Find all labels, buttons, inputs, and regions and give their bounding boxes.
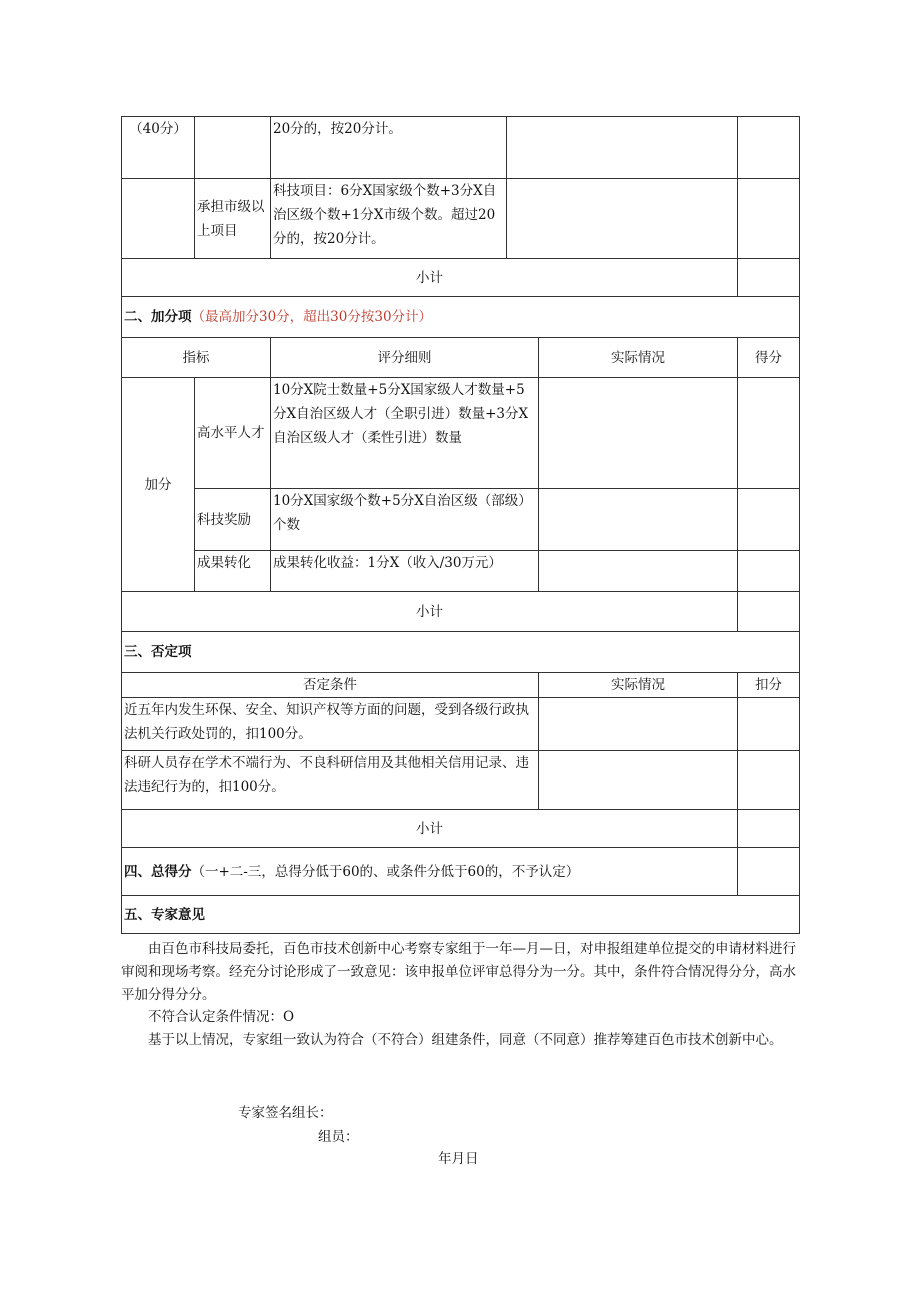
section5-title: 五、专家意见	[122, 896, 800, 934]
actual-input-cell[interactable]	[539, 489, 738, 551]
subtotal-label: 小计	[122, 259, 738, 297]
section2-title: 二、加分项	[124, 309, 192, 325]
header-actual: 实际情况	[539, 338, 738, 378]
score-input-cell[interactable]	[738, 117, 800, 179]
section4-row	[122, 848, 738, 896]
signature-member: 组员：	[318, 1129, 359, 1145]
header-negative-condition: 否定条件	[122, 673, 539, 698]
rule-detail: 20分的，按20分计。	[271, 117, 507, 179]
header-actual: 实际情况	[539, 673, 738, 698]
actual-input-cell[interactable]	[507, 117, 738, 179]
header-deduction: 扣分	[738, 673, 800, 698]
section2-note: （最高加分30分，超出30分按30分计）	[191, 309, 433, 325]
section2-table	[121, 296, 800, 632]
section3-title: 三、否定项	[122, 632, 800, 673]
header-score: 得分	[738, 338, 800, 378]
subtotal-input-cell[interactable]	[738, 259, 800, 297]
actual-input-cell[interactable]	[539, 378, 738, 489]
negative-condition: 科研人员存在学术不端行为、不良科研信用及其他相关信用记录、违法违纪行为的，扣100分。	[122, 751, 539, 810]
signature-leader: 专家签名组长：	[238, 1105, 333, 1121]
rule-detail: 10分X国家级个数+5分X自治区级（部级）个数	[271, 489, 539, 551]
score-input-cell[interactable]	[738, 179, 800, 259]
indicator-name: 成果转化	[195, 551, 271, 592]
score-input-cell[interactable]	[738, 551, 800, 592]
negative-condition: 近五年内发生环保、安全、知识产权等方面的问题，受到各级行政执法机关行政处罚的，扣100分。	[122, 698, 539, 751]
indicator-name: 承担市级以上项目	[195, 179, 271, 259]
actual-input-cell[interactable]	[539, 551, 738, 592]
rule-detail: 科技项目：6分X国家级个数+3分X自治区级个数+1分X市级个数。超过20分的，按20分计。	[271, 179, 507, 259]
actual-input-cell[interactable]	[539, 698, 738, 751]
deduction-input-cell[interactable]	[738, 751, 800, 810]
subtotal-input-cell[interactable]	[738, 810, 800, 848]
indicator-name: 高水平人才	[195, 378, 271, 489]
header-rules: 评分细则	[271, 338, 539, 378]
section1-table	[121, 116, 800, 297]
subtotal-label: 小计	[122, 810, 738, 848]
signature-date: 年月日	[438, 1151, 479, 1167]
deduction-input-cell[interactable]	[738, 698, 800, 751]
section4-title: 四、总得分	[124, 863, 192, 880]
subtotal-label: 小计	[122, 592, 738, 632]
rule-detail: 10分X院士数量+5分X国家级人才数量+5分X自治区级人才（全职引进）数量+3分X自治区级人才（柔性引进）数量	[271, 378, 539, 489]
rule-detail: 成果转化收益：1分X（收入/30万元）	[271, 551, 539, 592]
header-indicator: 指标	[122, 338, 271, 378]
score-input-cell[interactable]	[738, 489, 800, 551]
bonus-category: 加分	[122, 378, 195, 592]
section3-table	[121, 631, 800, 848]
section2-title-row	[122, 297, 800, 338]
opinion-paragraph-2: 不符合认定条件情况：O	[148, 1009, 295, 1025]
actual-input-cell[interactable]	[507, 179, 738, 259]
opinion-paragraph-3: 基于以上情况，专家组一致认为符合（不符合）组建条件，同意（不同意）推荐筹建百色市技术创新中心。	[148, 1032, 783, 1048]
opinion-paragraph-1: 由百色市科技局委托，百色市技术创新中心考察专家组于一年—月—日，对申报组建单位提交的申请材料进行审阅和现场考察。经充分讨论形成了一致意见：该申报单位评审总得分为一分。其中，条件符合情况得分分，高水平加分得分分。	[121, 941, 796, 1003]
category-score-cell: （40分）	[122, 117, 195, 179]
actual-input-cell[interactable]	[539, 751, 738, 810]
indicator-name: 科技奖励	[195, 489, 271, 551]
section4-note: （一+二-三，总得分低于60的、或条件分低于60的，不予认定）	[191, 863, 580, 880]
subtotal-input-cell[interactable]	[738, 592, 800, 632]
total-score-input-cell[interactable]	[738, 848, 800, 896]
score-input-cell[interactable]	[738, 378, 800, 489]
section4-5-table	[121, 847, 800, 934]
